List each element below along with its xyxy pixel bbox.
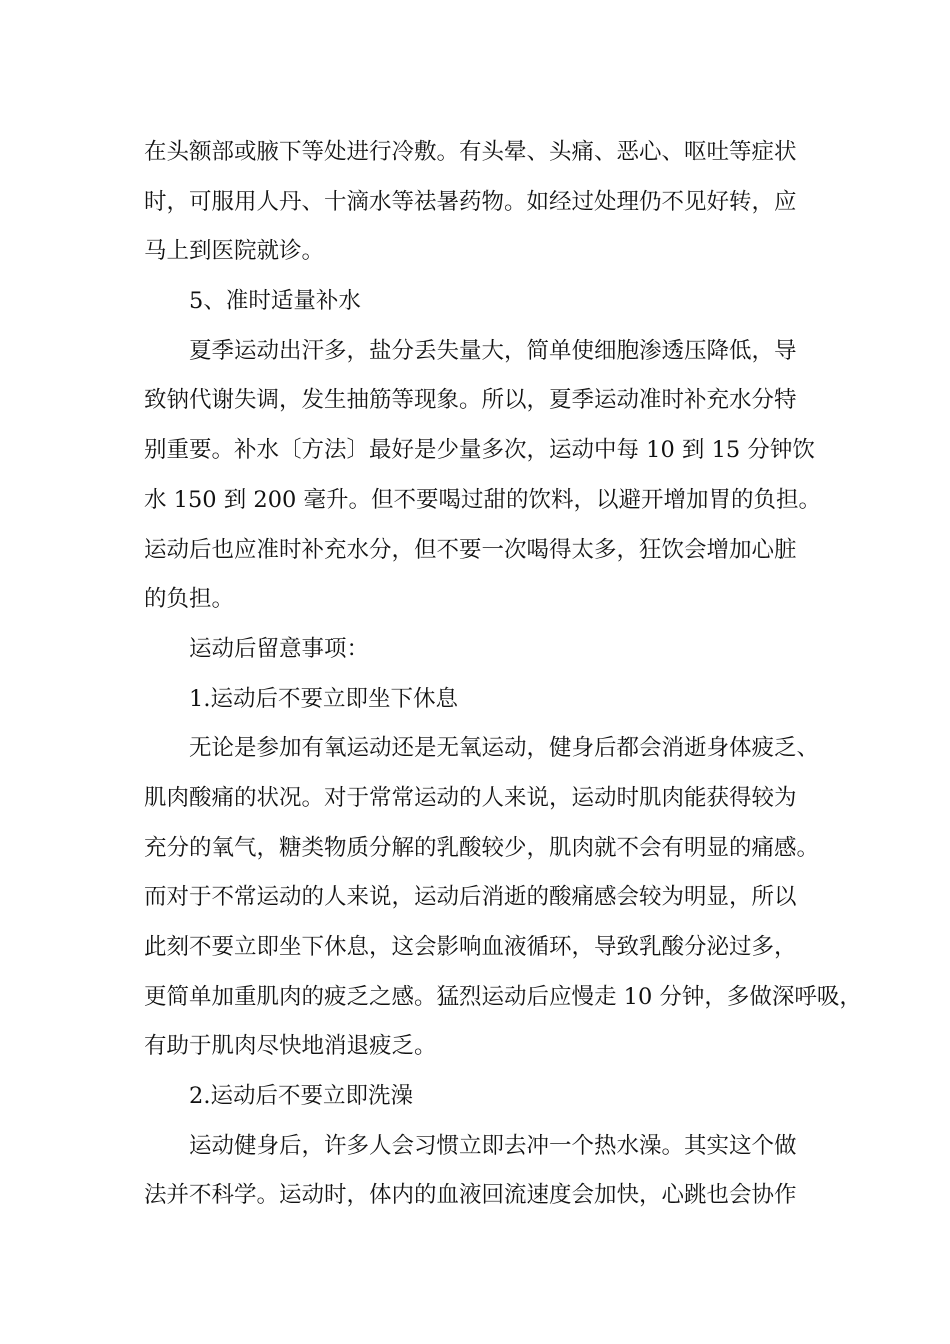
text-line: 的负担。 — [144, 586, 235, 613]
text-line: 在头额部或腋下等处进行冷敷。有头晕、头痛、恶心、呕吐等症状 — [144, 139, 797, 165]
document-body — [144, 128, 862, 1221]
text-line: 而对于不常运动的人来说，运动后消逝的酸痛感会较为明显，所以 — [144, 884, 797, 911]
text-line: 肌肉酸痛的状况。对于常常运动的人来说，运动时肌肉能获得较为 — [144, 784, 797, 811]
text-line: 致钠代谢失调，发生抽筋等现象。所以，夏季运动准时补充水分特 — [144, 387, 797, 414]
text-line: 无论是参加有氧运动还是无氧运动，健身后都会消逝身体疲乏、 — [189, 735, 820, 762]
text-line: 法并不科学。运动时，体内的血液回流速度会加快，心跳也会协作 — [144, 1182, 797, 1209]
section-heading: 5、准时适量补水 — [189, 288, 361, 315]
text-line: 充分的氧气，糖类物质分解的乳酸较少，肌肉就不会有明显的痛感。 — [144, 834, 820, 861]
text-line: 时，可服用人丹、十滴水等祛暑药物。如经过处理仍不见好转，应 — [144, 188, 797, 215]
section-heading: 1.运动后不要立即坐下休息 — [189, 685, 458, 712]
text-line: 水 150 到 200 毫升。但不要喝过甜的饮料，以避开增加胃的负担。 — [144, 486, 822, 513]
section-heading: 运动后留意事项： — [189, 635, 370, 662]
text-line: 马上到医院就诊。 — [144, 238, 325, 265]
text-line: 此刻不要立即坐下休息，这会影响血液循环，导致乳酸分泌过多， — [144, 934, 797, 960]
text-line: 运动后也应准时补充水分，但不要一次喝得太多，狂饮会增加心脏 — [144, 536, 797, 563]
text-line: 有助于肌肉尽快地消退疲乏。 — [144, 1033, 437, 1060]
text-line: 运动健身后，许多人会习惯立即去冲一个热水澡。其实这个做 — [189, 1132, 797, 1159]
text-line: 夏季运动出汗多，盐分丢失量大，简单使细胞渗透压降低，导 — [189, 337, 797, 364]
section-heading: 2.运动后不要立即洗澡 — [189, 1083, 413, 1110]
text-line: 更简单加重肌肉的疲乏之感。猛烈运动后应慢走 10 分钟，多做深呼吸， — [144, 983, 862, 1010]
text-line: 别重要。补水〔方法〕最好是少量多次，运动中每 10 到 15 分钟饮 — [144, 437, 815, 464]
